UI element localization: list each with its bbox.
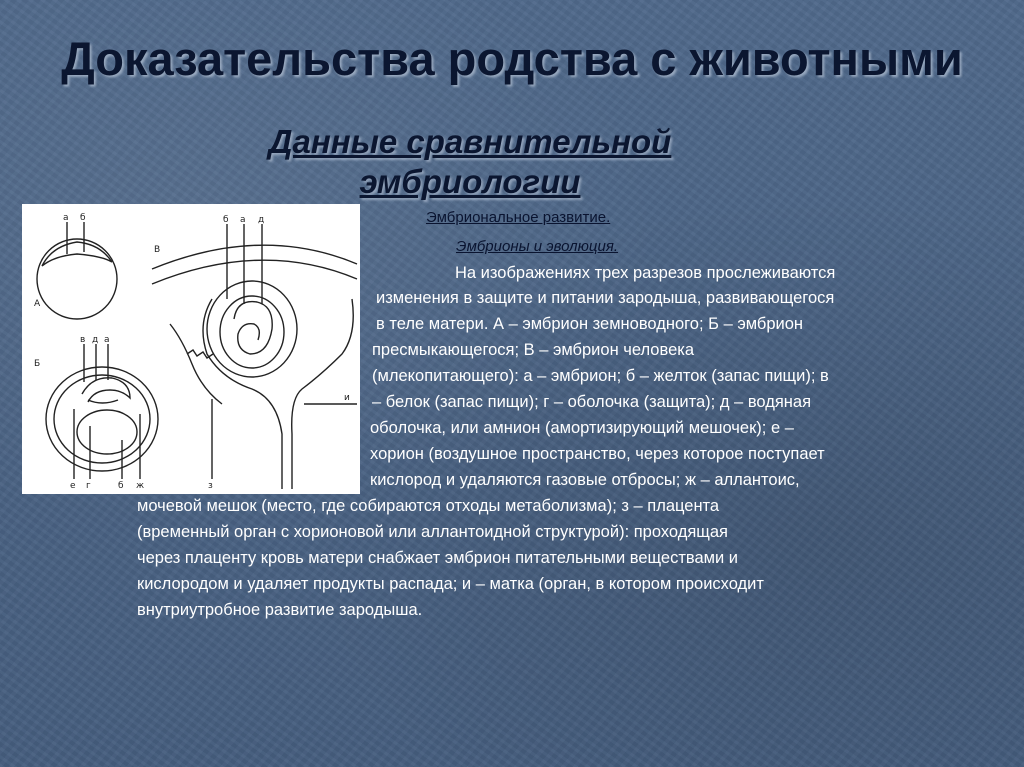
- svg-text:и: и: [344, 393, 350, 403]
- body-text-line: На изображениях трех разрезов прослеживаются: [455, 264, 836, 282]
- svg-text:д: д: [258, 215, 265, 225]
- svg-text:ж: ж: [136, 481, 145, 491]
- body-text-line: (временный орган с хорионовой или аллантоидной структурой): проходящая: [137, 523, 728, 541]
- body-text-line: хорион (воздушное пространство, через которое поступает: [370, 445, 825, 463]
- svg-text:б: б: [223, 215, 229, 225]
- body-text-line: (млекопитающего): а – эмбрион; б – желток (запас пищи); в: [372, 367, 829, 385]
- svg-text:Б: Б: [34, 359, 41, 369]
- section-heading: Эмбриональное развитие.: [426, 209, 611, 226]
- subtitle-line-1: Данные сравнительной: [268, 123, 672, 160]
- slide-title: Доказательства родства с животными: [61, 32, 963, 85]
- section-subheading: Эмбрионы и эволюция.: [456, 238, 619, 255]
- svg-text:г: г: [86, 481, 91, 491]
- embryo-diagram-image: [22, 204, 360, 494]
- body-text-line: пресмыкающегося; В – эмбрион человека: [372, 341, 694, 359]
- subtitle-line-2: эмбриологии: [359, 163, 581, 200]
- body-text-line: кислородом и удаляет продукты распада; и – матка (орган, в котором происходит: [137, 575, 764, 593]
- body-text-line: в теле матери. А – эмбрион земноводного; Б – эмбрион: [376, 315, 804, 333]
- svg-text:б: б: [118, 481, 124, 491]
- svg-text:А: А: [34, 299, 41, 309]
- svg-text:е: е: [70, 481, 76, 491]
- svg-text:а: а: [240, 215, 246, 225]
- svg-text:з: з: [208, 481, 213, 491]
- svg-text:б: б: [80, 213, 86, 223]
- svg-text:В: В: [154, 245, 161, 255]
- slide-subtitle: [150, 122, 790, 202]
- body-text-line: оболочка, или амнион (амортизирующий мешочек); е –: [370, 419, 794, 437]
- body-text-line: – белок (запас пищи); г – оболочка (защита); д – водяная: [372, 393, 811, 411]
- embryo-sections-diagram-icon: [22, 204, 360, 494]
- body-text-line: изменения в защите и питании зародыша, развивающегося: [376, 289, 835, 307]
- svg-text:в: в: [80, 335, 86, 345]
- body-text-line: через плаценту кровь матери снабжает эмбрион питательными веществами и: [137, 549, 738, 567]
- svg-text:а: а: [104, 335, 110, 345]
- svg-text:а: а: [63, 213, 69, 223]
- body-text-line: кислород и удаляются газовые отбросы; ж – аллантоис,: [370, 471, 800, 489]
- body-text-line: внутриутробное развитие зародыша.: [137, 601, 423, 619]
- svg-text:д: д: [92, 335, 99, 345]
- body-text-line: мочевой мешок (место, где собираются отходы метаболизма); з – плацента: [137, 497, 720, 515]
